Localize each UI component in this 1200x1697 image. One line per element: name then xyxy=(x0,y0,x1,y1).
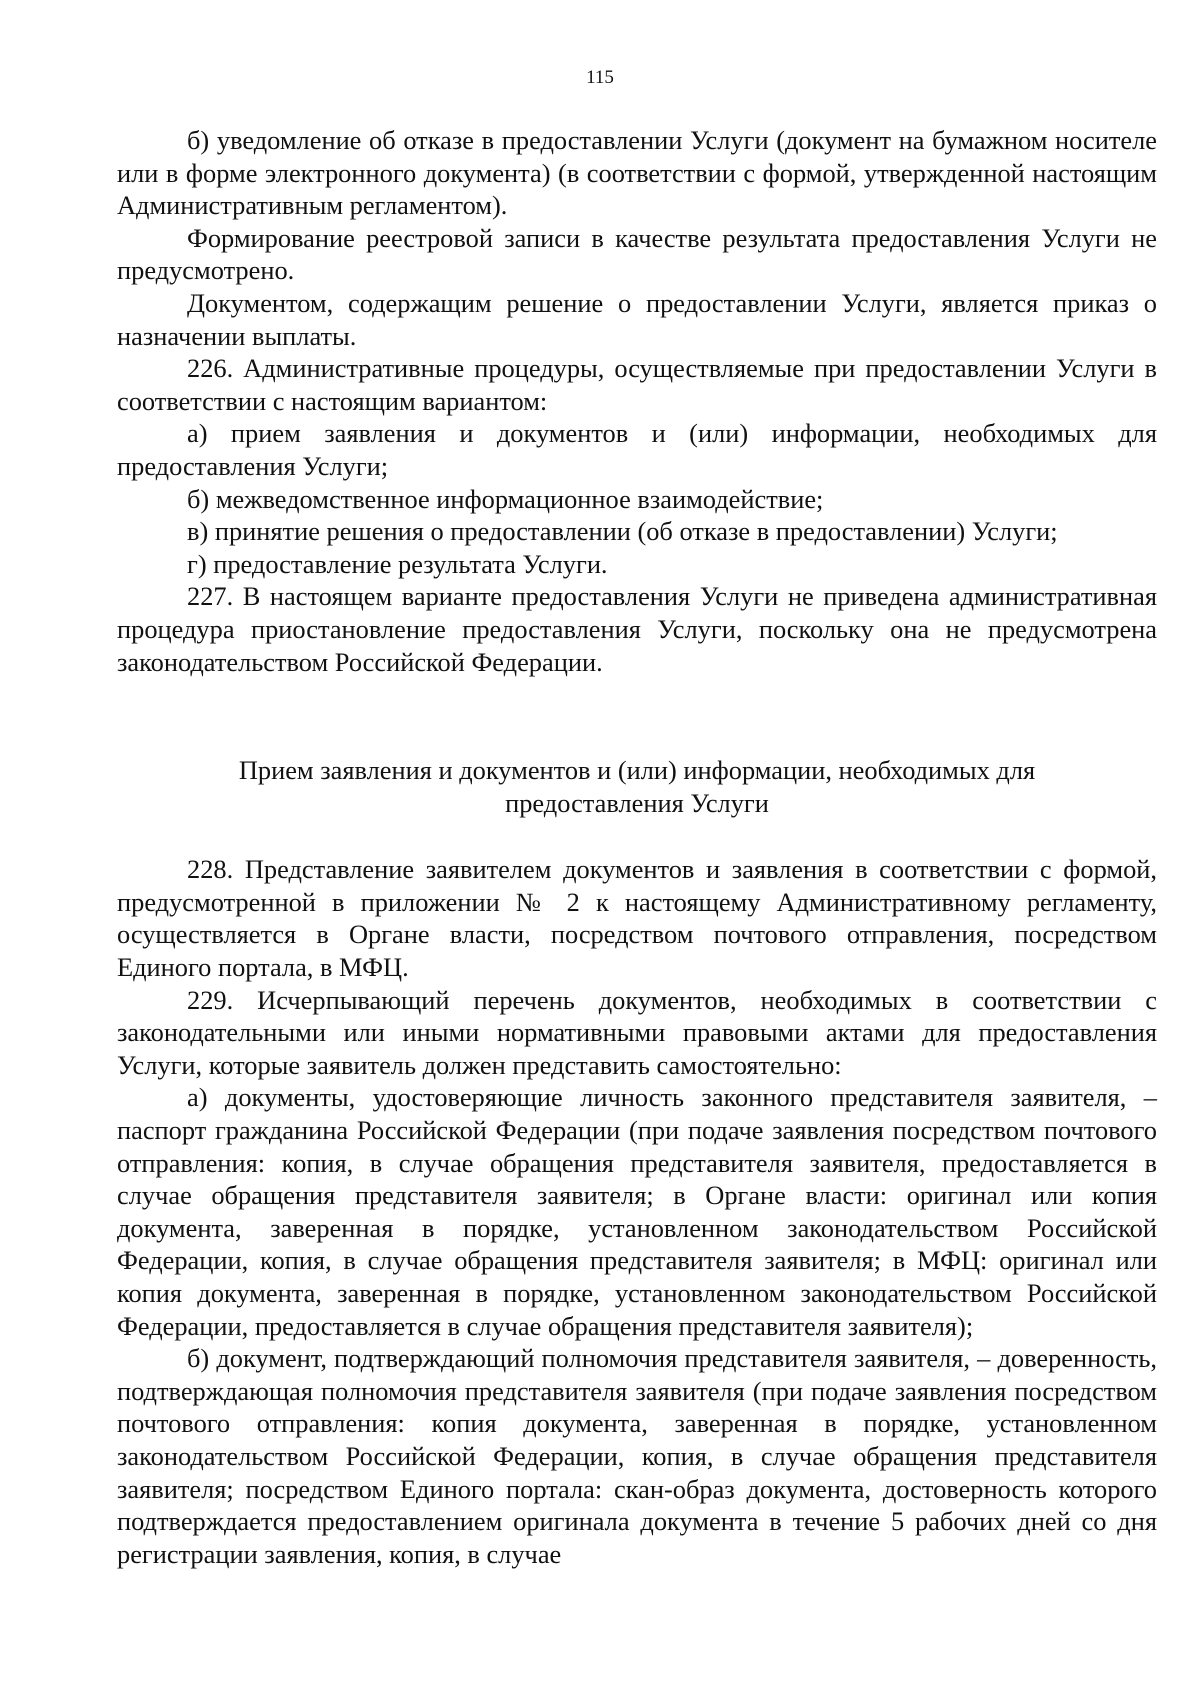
paragraph: 229. Исчерпывающий перечень документов, необходимых в соответствии с законодательными или иными нормативными правовыми актами для предоставления Услуги, которые заявитель должен представить самостоятельно: xyxy=(117,984,1157,1080)
list-item: б) межведомственное информационное взаимодействие; xyxy=(187,483,824,514)
paragraph: 227. В настоящем варианте предоставления Услуги не приведена административная процедура приостановление предоставления Услуги, поскольку она не предусмотрена законодательством Российской Федерации. xyxy=(117,581,1157,677)
list-item: в) принятие решения о предоставлении (об отказе в предоставлении) Услуги; xyxy=(187,516,1058,547)
document-body xyxy=(117,124,1157,1570)
section-heading: Прием заявления и документов и (или) информации, необходимых для предоставления Услуги xyxy=(238,755,1036,818)
paragraph: Документом, содержащим решение о предоставлении Услуги, является приказ о назначении выплаты. xyxy=(117,287,1157,351)
paragraph: б) уведомление об отказе в предоставлении Услуги (документ на бумажном носителе или в форме электронного документа) (в соответствии с формой, утвержденной настоящим Административным регламентом). xyxy=(117,125,1157,221)
page-number: 115 xyxy=(586,67,614,88)
paragraph: 228. Представление заявителем документов и заявления в соответствии с формой, предусмотренной в приложении № 2 к настоящему Административному регламенту, осуществляется в Органе власти, посредством почтового отправления, посредством Единого портала, в МФЦ. xyxy=(117,854,1157,983)
list-item: г) предоставление результата Услуги. xyxy=(187,548,608,579)
paragraph: Формирование реестровой записи в качестве результата предоставления Услуги не предусмотрено. xyxy=(117,222,1157,286)
list-item: а) прием заявления и документов и (или) информации, необходимых для предоставления Услуги; xyxy=(117,418,1157,481)
list-item: а) документы, удостоверяющие личность законного представителя заявителя, – паспорт гражданина Российской Федерации (при подаче заявления посредством почтового отправления: копия, в случае обращения представителя заявителя, предоставляется в случае обращения представителя заявителя; в Органе власти: оригинал или копия документа, заверенная в порядке, установленном законодательством Российской Федерации, копия, в случае обращения представителя заявителя; в МФЦ: оригинал или копия документа, заверенная в порядке, установленном законодательством Российской Федерации, предоставляется в случае обращения представителя заявителя); xyxy=(117,1082,1157,1341)
paragraph: 226. Административные процедуры, осуществляемые при предоставлении Услуги в соответствии с настоящим вариантом: xyxy=(117,353,1157,416)
list-item: б) документ, подтверждающий полномочия представителя заявителя, – доверенность, подтверждающая полномочия представителя заявителя (при подаче заявления посредством почтового отправления: копия документа, заверенная в порядке, установленном законодательством Российской Федерации, копия, в случае обращения представителя заявителя; посредством Единого портала: скан-образ документа, достоверность которого подтверждается предоставлением оригинала документа в течение 5 рабочих дней со дня регистрации заявления, копия, в случае xyxy=(117,1343,1157,1569)
